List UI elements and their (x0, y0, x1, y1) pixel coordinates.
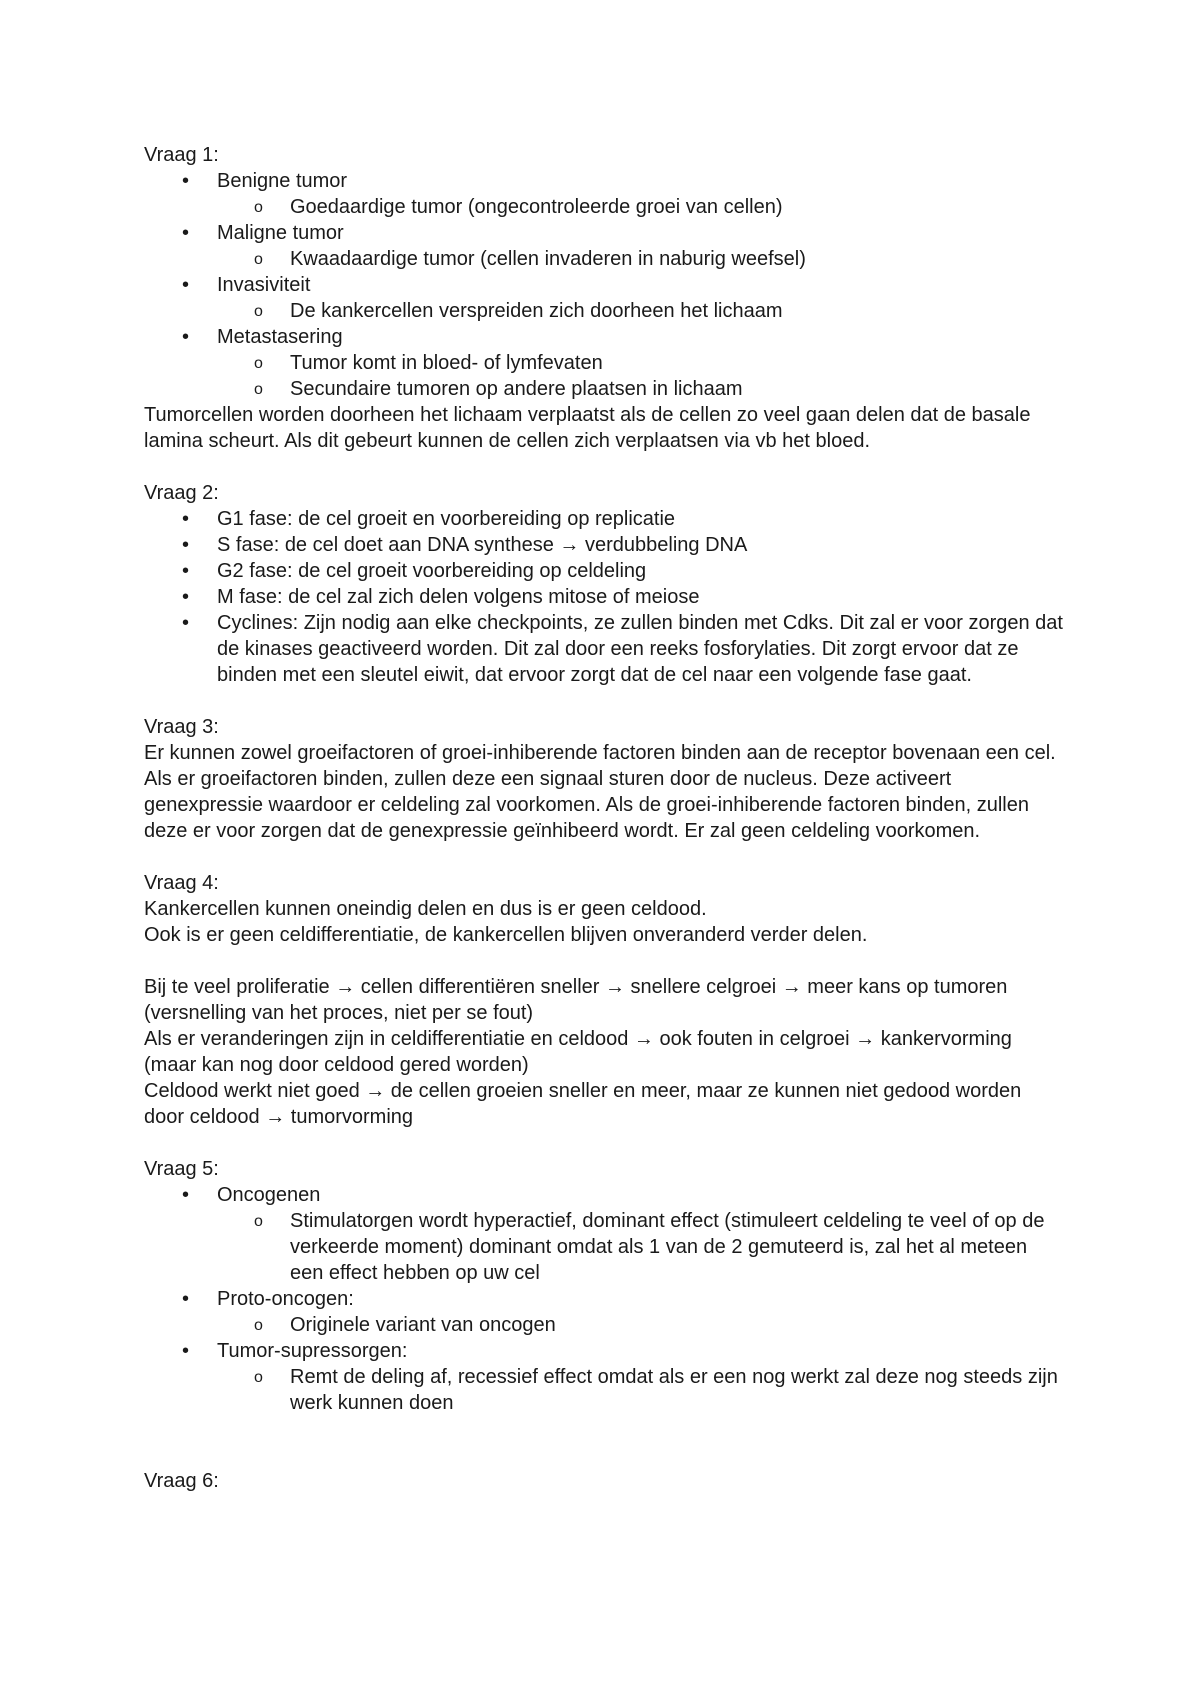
q2-item-g1: • G1 fase: de cel groeit en voorbereiding op replicatie (144, 506, 1064, 532)
q1-text: Tumorcellen worden doorheen het lichaam verplaatst als de cellen zo veel gaan delen dat de basale lamina scheurt. Als dit gebeurt kunnen de cellen zich verplaatsen via vb het bloed. (144, 404, 1031, 452)
q2-item-g2: • G2 fase: de cel groeit voorbereiding op celdeling (144, 558, 1064, 584)
q1-sub-maligne: o Kwaadaardige tumor (cellen invaderen in naburig weefsel) (144, 246, 1064, 272)
q5-item-tumor-supressorgen: • Tumor-supressorgen: (144, 1338, 1064, 1364)
q2-item-cyclines: • Cyclines: Zijn nodig aan elke checkpoints, ze zullen binden met Cdks. Dit zal er voor zorgen dat de kinases geactiveerd worden. Dit zal door een reeks fosforylaties. Dit zorgt ervoor dat ze binden met een sleutel eiwit, dat ervoor zorgt dat de cel naar een volgende fase gaat. (144, 610, 1064, 688)
q3-heading: Vraag 3: (144, 716, 219, 738)
q2-list (144, 506, 1064, 688)
q1-list (144, 168, 1064, 402)
q6-heading: Vraag 6: (144, 1470, 219, 1492)
q1-sub-metastasering-2: o Secundaire tumoren op andere plaatsen in lichaam (144, 376, 1064, 402)
q1-item-benigne: • Benigne tumor (144, 168, 1064, 194)
q5-item-oncogenen: • Oncogenen (144, 1182, 1064, 1208)
q4-line-2: Ook is er geen celdifferentiatie, de kankercellen blijven onveranderd verder delen. (144, 924, 868, 946)
q5-sub-proto-oncogen: o Originele variant van oncogen (144, 1312, 1064, 1338)
q2-heading: Vraag 2: (144, 482, 219, 504)
q1-item-metastasering: • Metastasering (144, 324, 1064, 350)
q1-item-invasiviteit: • Invasiviteit (144, 272, 1064, 298)
q2-item-s: • S fase: de cel doet aan DNA synthese → verdubbeling DNA (144, 532, 1064, 558)
q1-heading: Vraag 1: (144, 144, 219, 166)
q4-heading: Vraag 4: (144, 872, 219, 894)
q4-paragraph-2: Als er veranderingen zijn in celdifferentiatie en celdood → ook fouten in celgroei → kankervorming (maar kan nog door celdood gered worden) (144, 1028, 1012, 1076)
q1-item-maligne: • Maligne tumor (144, 220, 1064, 246)
q3-text: Er kunnen zowel groeifactoren of groei-inhiberende factoren binden aan de receptor bovenaan een cel. Als er groeifactoren binden, zullen deze een signaal sturen door de nucleus. Deze activeert genexpressie waardoor er celdeling zal voorkomen. Als de groei-inhiberende factoren binden, zullen deze er voor zorgen dat de genexpressie geïnhibeerd wordt. Er zal geen celdeling voorkomen. (144, 742, 1056, 842)
document-page (144, 142, 1064, 1494)
q5-list (144, 1182, 1064, 1416)
q4-line-1: Kankercellen kunnen oneindig delen en dus is er geen celdood. (144, 898, 707, 920)
q4-paragraph-3: Celdood werkt niet goed → de cellen groeien sneller en meer, maar ze kunnen niet gedood worden door celdood → tumorvorming (144, 1080, 1022, 1128)
q5-sub-tumor-supressorgen: o Remt de deling af, recessief effect omdat als er een nog werkt zal deze nog steeds zijn werk kunnen doen (144, 1364, 1064, 1416)
q1-sub-benigne: o Goedaardige tumor (ongecontroleerde groei van cellen) (144, 194, 1064, 220)
q4-paragraph-1: Bij te veel proliferatie → cellen differentiëren sneller → snellere celgroei → meer kans op tumoren (versnelling van het proces, niet per se fout) (144, 976, 1008, 1024)
q1-sub-metastasering-1: o Tumor komt in bloed- of lymfevaten (144, 350, 1064, 376)
q1-sub-invasiviteit: o De kankercellen verspreiden zich doorheen het lichaam (144, 298, 1064, 324)
q5-item-proto-oncogen: • Proto-oncogen: (144, 1286, 1064, 1312)
q5-heading: Vraag 5: (144, 1158, 219, 1180)
q2-item-m: • M fase: de cel zal zich delen volgens mitose of meiose (144, 584, 1064, 610)
q5-sub-oncogenen: o Stimulatorgen wordt hyperactief, dominant effect (stimuleert celdeling te veel of op de verkeerde moment) dominant omdat als 1 van de 2 gemuteerd is, zal het al meteen een effect hebben op uw cel (144, 1208, 1064, 1286)
